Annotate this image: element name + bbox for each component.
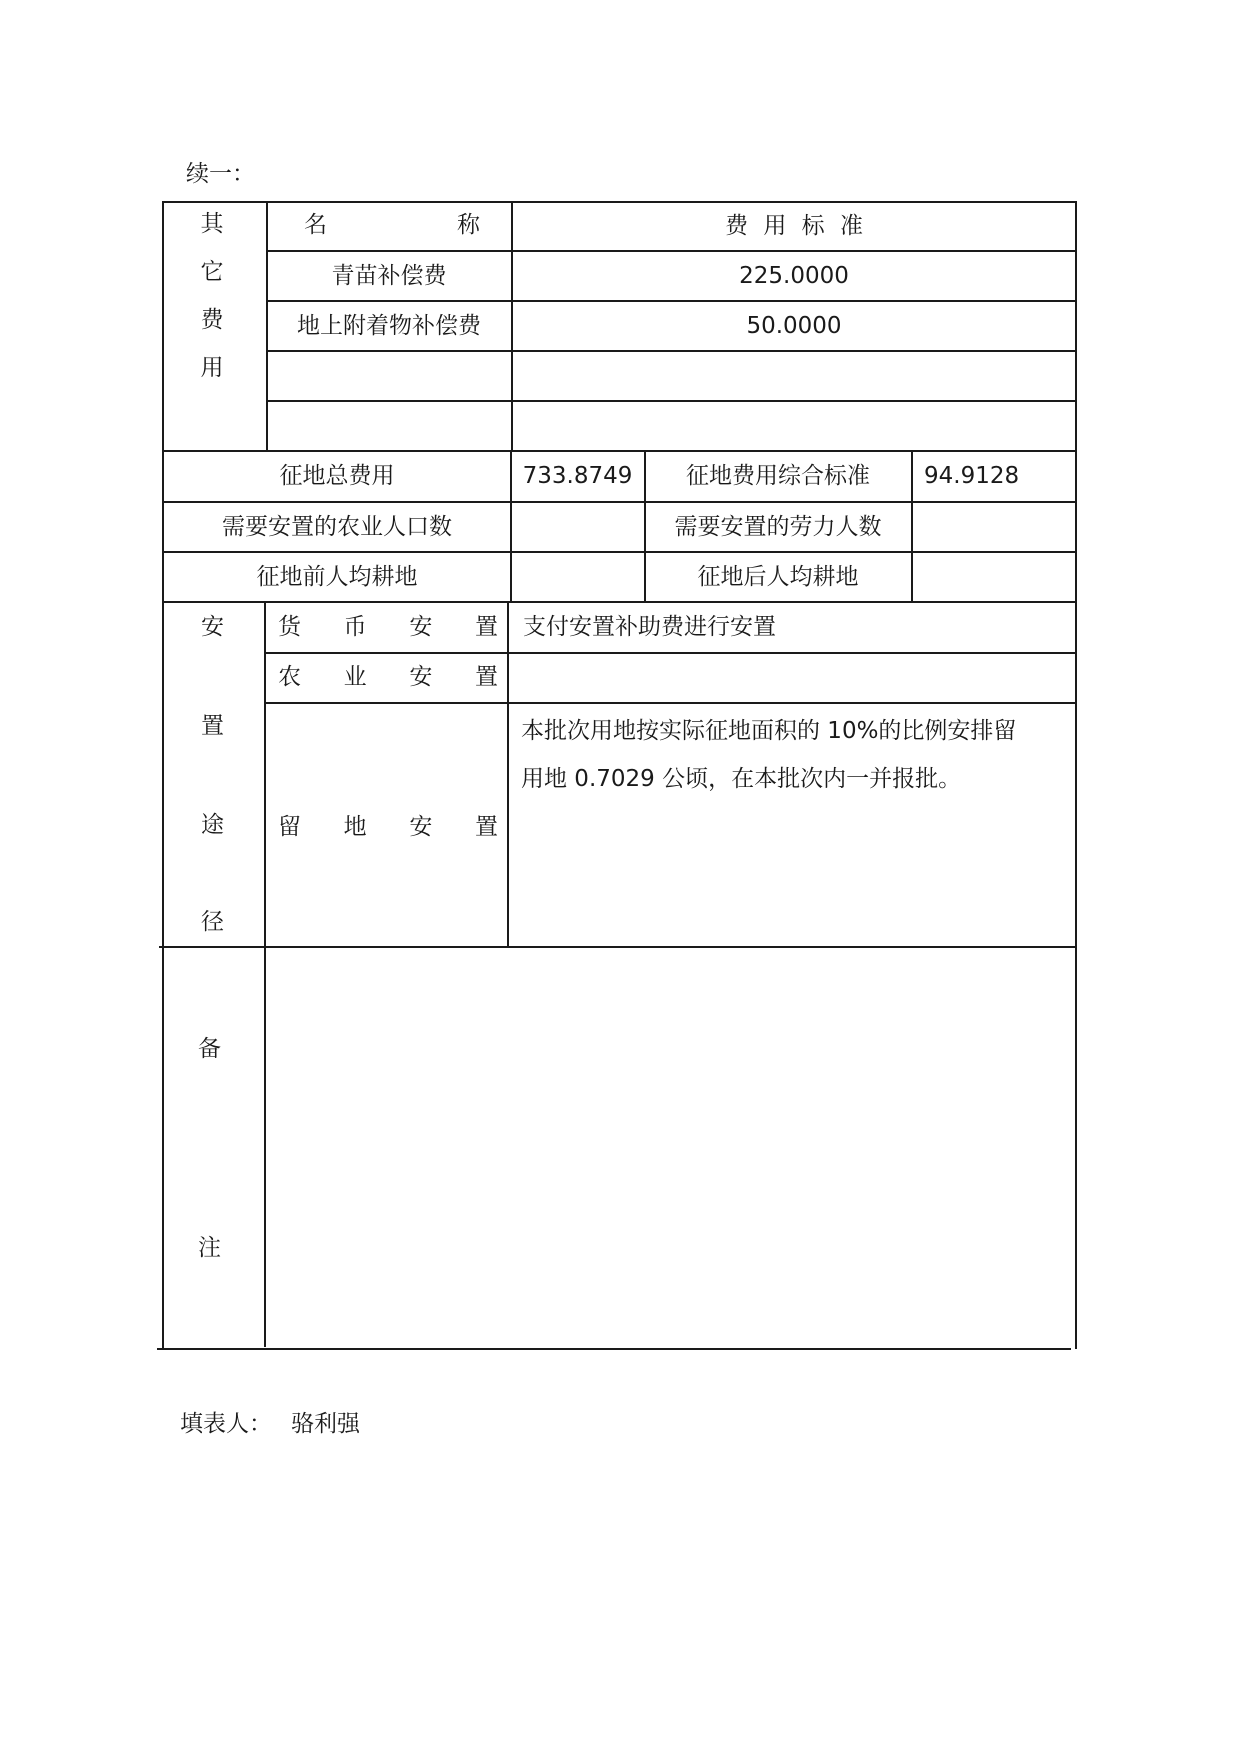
label-char: 币	[343, 614, 367, 640]
col-line	[507, 601, 509, 947]
composite-standard-value: 94.9128	[924, 463, 1020, 489]
text-line: 用地 0.7029 公顷，在本批次内一并报批。	[521, 766, 962, 792]
agriculture-resettlement-label	[278, 666, 498, 689]
after-farmland-value	[913, 553, 1075, 601]
before-farmland-label: 征地前人均耕地	[256, 563, 418, 590]
currency-resettlement-value: 支付安置补助费进行安置	[523, 614, 776, 640]
label-char: 费	[200, 307, 224, 333]
label-char: 其	[200, 211, 224, 237]
labor-count-value	[913, 503, 1075, 551]
after-farmland-label: 征地后人均耕地	[697, 563, 859, 590]
label-char: 留	[278, 814, 301, 840]
continuation-label: 续一：	[186, 161, 255, 187]
table-border-bottom	[157, 1348, 1071, 1350]
standard-column-header: 费 用 标 准	[725, 212, 863, 239]
composite-standard-label: 征地费用综合标准	[686, 463, 870, 489]
col-line	[264, 601, 266, 1347]
row-line	[163, 601, 1076, 603]
before-farmland-value	[511, 553, 644, 601]
name-column-header	[304, 214, 480, 237]
reserved-land-resettlement-value	[521, 707, 1071, 803]
label-char: 地	[343, 814, 367, 840]
label-char: 安	[409, 814, 433, 840]
fee-name-cell	[267, 402, 511, 450]
agri-population-value	[511, 503, 644, 551]
fee-name-cell	[267, 352, 511, 400]
filler-name: 骆利强	[291, 1411, 360, 1437]
agri-population-label: 需要安置的农业人口数	[222, 513, 452, 540]
header-char: 称	[457, 212, 480, 238]
filler-label: 填表人：	[180, 1411, 272, 1437]
total-fee-value: 733.8749	[522, 463, 633, 489]
fee-value-cell	[512, 402, 1076, 450]
label-char: 用	[200, 355, 224, 381]
label-char: 置	[201, 713, 224, 739]
label-char: 安	[409, 614, 433, 640]
labor-count-label: 需要安置的劳力人数	[674, 513, 882, 540]
text-line: 本批次用地按实际征地面积的 10%的比例安排留	[521, 718, 1017, 744]
reserved-land-resettlement-label	[278, 816, 498, 839]
label-char: 途	[201, 812, 224, 838]
label-char: 径	[201, 909, 224, 935]
row-line	[159, 946, 1075, 948]
label-char: 备	[198, 1036, 221, 1062]
label-char: 农	[278, 664, 301, 690]
label-char: 安	[409, 664, 433, 690]
table-border-left	[162, 201, 164, 1349]
label-char: 置	[474, 814, 498, 840]
header-char: 名	[304, 212, 327, 238]
label-char: 业	[343, 664, 367, 690]
fee-value-cell	[512, 352, 1076, 400]
label-char: 置	[474, 664, 498, 690]
row-line	[264, 652, 1076, 654]
row-line	[264, 702, 1076, 704]
fee-name-cell: 地上附着物补偿费	[297, 312, 481, 339]
label-char: 注	[198, 1235, 221, 1261]
label-char: 安	[201, 614, 224, 640]
fee-name-cell: 青苗补偿费	[331, 262, 447, 289]
currency-resettlement-label	[278, 616, 498, 639]
fee-value-cell: 50.0000	[746, 312, 842, 339]
other-fees-section-label	[192, 213, 232, 405]
label-char: 货	[278, 614, 301, 640]
fee-value-cell: 225.0000	[739, 262, 849, 289]
label-char: 它	[200, 259, 224, 285]
label-char: 置	[474, 614, 498, 640]
total-fee-label: 征地总费用	[279, 463, 395, 489]
